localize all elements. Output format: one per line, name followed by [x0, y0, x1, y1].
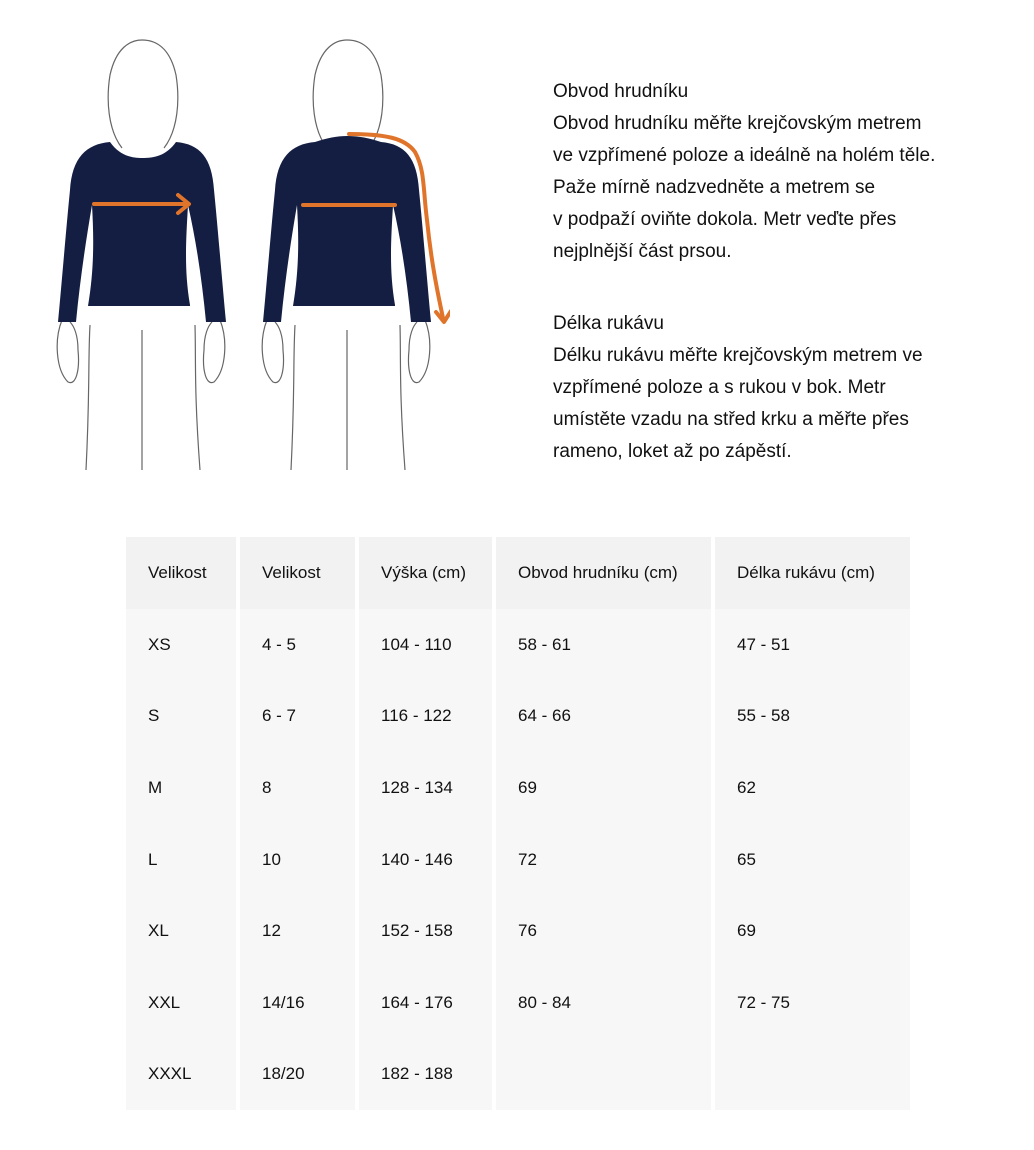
table-cell: 10	[240, 824, 355, 896]
front-shirt	[58, 142, 226, 322]
header-age-size: Velikost	[240, 537, 355, 609]
table-row	[126, 681, 910, 753]
table-cell: 164 - 176	[359, 967, 492, 1039]
header-sleeve: Délka rukávu (cm)	[715, 537, 910, 609]
table-cell: 72 - 75	[715, 967, 910, 1039]
table-cell: 18/20	[240, 1039, 355, 1111]
table-cell	[496, 1039, 711, 1111]
measurement-guide	[553, 76, 993, 508]
sleeve-guide-line: Délku rukávu měřte krejčovským metrem ve	[553, 345, 923, 366]
table-cell: 69	[715, 895, 910, 967]
table-row	[126, 752, 910, 824]
header-chest: Obvod hrudníku (cm)	[496, 537, 711, 609]
header-height: Výška (cm)	[359, 537, 492, 609]
table-cell: 14/16	[240, 967, 355, 1039]
chest-guide-line: Obvod hrudníku měřte krejčovským metrem	[553, 113, 922, 134]
table-cell: XXXL	[126, 1039, 236, 1111]
table-cell: 69	[496, 752, 711, 824]
table-cell: 182 - 188	[359, 1039, 492, 1111]
sleeve-guide-line: umístěte vzadu na střed krku a měřte přes	[553, 409, 909, 430]
table-cell: 47 - 51	[715, 609, 910, 681]
table-cell: S	[126, 681, 236, 753]
table-cell: 128 - 134	[359, 752, 492, 824]
sleeve-guide-title: Délka rukávu	[553, 313, 664, 334]
table-cell: 55 - 58	[715, 681, 910, 753]
table-cell: L	[126, 824, 236, 896]
table-cell: 4 - 5	[240, 609, 355, 681]
table-cell	[715, 1039, 910, 1111]
table-cell: 65	[715, 824, 910, 896]
table-cell: 58 - 61	[496, 609, 711, 681]
chest-guide-line: Paže mírně nadzvedněte a metrem se	[553, 177, 876, 198]
sleeve-guide-line: rameno, loket až po zápěstí.	[553, 441, 792, 462]
chest-guide-line: ve vzpřímené poloze a ideálně na holém těle.	[553, 145, 936, 166]
table-cell: 62	[715, 752, 910, 824]
front-figure	[57, 40, 226, 470]
table-cell: 152 - 158	[359, 895, 492, 967]
table-row	[126, 609, 910, 681]
table-cell: M	[126, 752, 236, 824]
table-header-row	[126, 537, 910, 609]
chest-guide-line: nejplnější část prsou.	[553, 241, 732, 262]
header-size: Velikost	[126, 537, 236, 609]
table-cell: 76	[496, 895, 711, 967]
sleeve-guide-text	[553, 340, 993, 468]
table-row	[126, 895, 910, 967]
table-cell: 6 - 7	[240, 681, 355, 753]
table-row	[126, 967, 910, 1039]
measurement-illustration	[50, 30, 450, 475]
table-cell: 104 - 110	[359, 609, 492, 681]
chest-guide-title: Obvod hrudníku	[553, 81, 689, 102]
chest-guide-line: v podpaží oviňte dokola. Metr veďte přes	[553, 209, 897, 230]
table-cell: 140 - 146	[359, 824, 492, 896]
table-cell: XL	[126, 895, 236, 967]
size-table	[122, 537, 914, 1110]
table-cell: 72	[496, 824, 711, 896]
table-cell: 80 - 84	[496, 967, 711, 1039]
chest-guide-text	[553, 108, 993, 268]
sleeve-guide-line: vzpřímené poloze a s rukou v bok. Metr	[553, 377, 886, 398]
back-figure	[262, 40, 450, 470]
table-cell: 116 - 122	[359, 681, 492, 753]
table-row	[126, 824, 910, 896]
table-cell: XS	[126, 609, 236, 681]
table-cell: 12	[240, 895, 355, 967]
measurement-figures-svg	[50, 30, 450, 475]
back-shirt	[263, 136, 431, 322]
table-row	[126, 1039, 910, 1111]
sleeve-guide	[553, 308, 993, 468]
table-cell: XXL	[126, 967, 236, 1039]
table-cell: 8	[240, 752, 355, 824]
chest-guide	[553, 76, 993, 268]
table-cell: 64 - 66	[496, 681, 711, 753]
